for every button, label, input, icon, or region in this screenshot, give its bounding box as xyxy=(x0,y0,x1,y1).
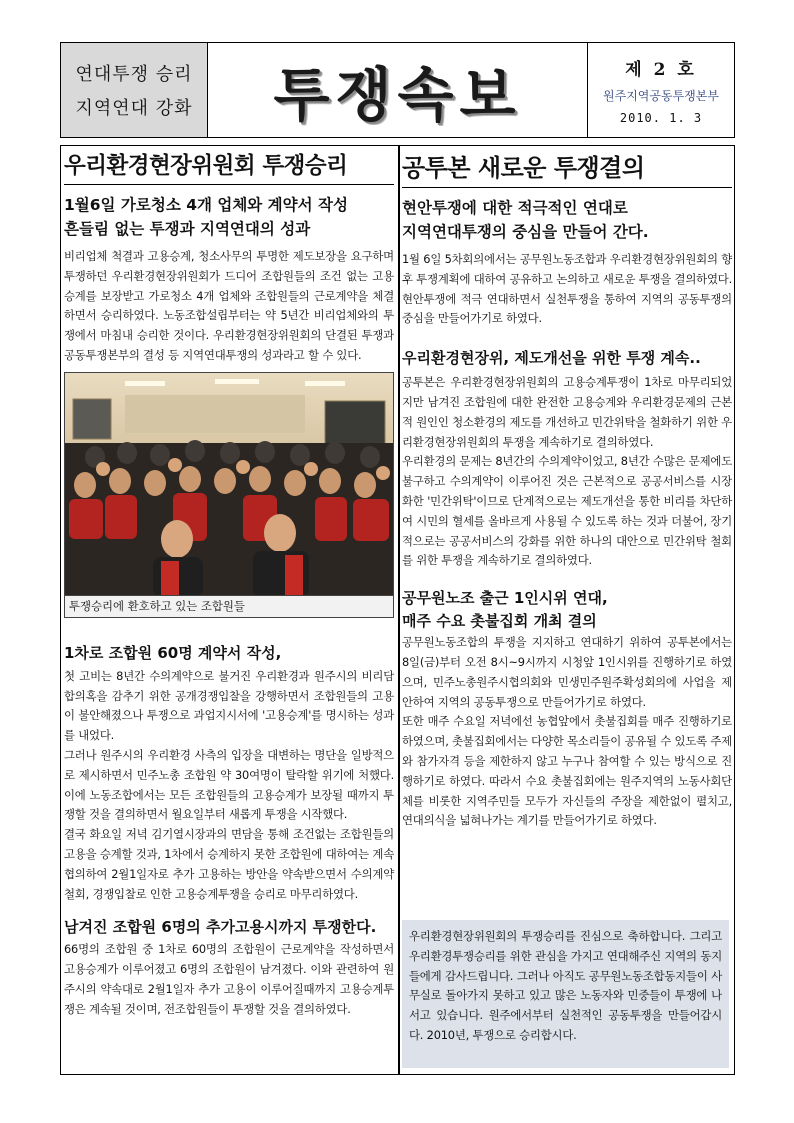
masthead xyxy=(60,42,735,138)
notice-text: 우리환경현장위원회의 투쟁승리를 진심으로 축하합니다. 그리고 우리환경투쟁승리를 위한 관심을 가지고 연대해주신 지역의 동지들에게 감사드립니다. 그러나 아직도 공무원노동조합동지들이 사무실로 돌아가지 못하고 있고 많은 노동자와 민중들이 투쟁에 나서고 있습니다. 원주에서부터 실천적인 공동투쟁을 만들어갑시다. 2010년, 투쟁으로 승리합시다. xyxy=(409,929,722,1042)
left-section-1-paragraph-1: 첫 고비는 8년간 수의계약으로 불거진 우리환경과 원주시의 비리담합의혹을 감추기 위한 공개경쟁입찰을 강행하면서 조합원들의 고용이 불안해졌으나 투쟁으로 과업지시서에 '고용승계'를 명시하는 성과를 내었다. xyxy=(64,668,394,743)
issue-date: 2010. 1. 3 xyxy=(619,111,703,125)
masthead-issue-box xyxy=(587,43,734,137)
rally-photo-image xyxy=(65,373,394,596)
right-section-1-heading: 우리환경현장위, 제도개선을 위한 투쟁 계속.. xyxy=(402,349,701,368)
left-subhead-line-2: 흔들림 없는 투쟁과 지역연대의 성과 xyxy=(64,220,311,238)
right-subhead-line-1: 현안투쟁에 대한 적극적인 연대로 xyxy=(402,199,628,217)
slogan-1: 연대투쟁 승리 xyxy=(75,64,193,85)
masthead-title-box xyxy=(208,43,587,137)
left-subhead xyxy=(64,193,394,241)
right-intro-paragraph: 1월 6일 5차회의에서는 공무원노동조합과 우리환경현장위원회의 향후 투쟁계획에 대하여 공유하고 논의하고 새로운 투쟁을 결의하였다. 현안투쟁에 적극 연대하면서 실천투쟁을 통하여 지역의 공동투쟁의 중심을 만들어가기로 하였다. xyxy=(402,252,732,326)
newsletter-title: 투쟁속보 xyxy=(273,61,522,129)
right-subhead-line-2: 지역연대투쟁의 중심을 만들어 간다. xyxy=(402,223,649,241)
left-column xyxy=(64,148,394,1020)
left-section-1-paragraph-3: 결국 화요일 저녁 김기열시장과의 면담을 통해 조건없는 조합원들의 고용을 승계할 것과, 1차에서 승계하지 못한 조합원에 대하여는 계속 협의하여 2월1일자로 추가 고용하는 방안을 약속받으면서 수의계약철회, 경쟁입찰로 인한 고용승계투쟁을 승리로 마무리하였다. xyxy=(64,827,394,901)
right-section-2-heading-line-2: 매주 수요 촛불집회 개최 결의 xyxy=(402,612,597,631)
masthead-slogans xyxy=(61,43,208,137)
left-intro-paragraph: 비리업체 척결과 고용승계, 청소사무의 투명한 제도보장을 요구하며 투쟁하던 우리환경현장위원회가 드디어 조합원들의 조건 없는 고용승계를 보장받고 가로청소 4개 업체와 조합원들의 근로계약을 체결하면서 승리하였다. 노동조합설립부터는 약 5년간 비리업체와의 투쟁에서 마침내 승리한 것이다. 우리환경현장위원회의 단결된 투쟁과 공동투쟁본부의 결성 등 지역연대투쟁의 성과라고 할 수 있다. xyxy=(64,249,394,362)
publisher-org: 원주지역공동투쟁본부 xyxy=(603,89,719,103)
congratulations-notice xyxy=(402,920,729,1068)
right-section-2-paragraph-2: 또한 매주 수요일 저녁에선 농협앞에서 촛불집회를 매주 진행하기로 하였으며, 촛불집회에서는 다양한 목소리들이 공유될 수 있도록 주제와 참가자격 등을 제한하지 않고 누구나 참여할 수 있는 방식으로 진행하기로 하였다. 따라서 수요 촛불집회에는 원주지역의 노동사회단체를 비롯한 지역주민들 모두가 자신들의 주장을 제한없이 펼치고, 연대의식을 넓혀나가는 계기를 만들어가기로 하였다. xyxy=(402,714,732,828)
column-divider xyxy=(398,145,400,1075)
slogan-2: 지역연대 강화 xyxy=(75,98,193,119)
right-section-1-paragraph-1: 공투본은 우리환경현장위원회의 고용승계투쟁이 1차로 마무리되었지만 남겨진 조합원에 대한 완전한 고용승계와 우리환경문제의 근본적 원인인 청소환경의 제도를 개선하고 민간위탁을 철화하기 위한 우리환경현장위원회의 투쟁을 계속하기로 결의하였다. xyxy=(402,375,732,449)
right-headline: 공투본 새로운 투쟁결의 xyxy=(402,148,732,188)
left-section-2-paragraph-1: 66명의 조합원 중 1차로 60명의 조합원이 근로계약을 작성하면서 고용승계가 이루어졌고 6명의 조합원이 남겨졌다. 이와 관련하여 원주시의 약속대로 2월1일자 추가 고용이 이루어질때까지 고용승계투쟁은 계속될 것이며, 전조합원들이 투쟁할 것을 결의하였다. xyxy=(64,942,394,1016)
photo-caption: 투쟁승리에 환호하고 있는 조합원들 xyxy=(64,596,394,618)
issue-number: 제 2 호 xyxy=(625,60,697,80)
left-section-1-heading: 1차로 조합원 60명 계약서 작성, xyxy=(64,643,282,662)
rally-photo xyxy=(64,372,394,596)
left-subhead-line-1: 1월6일 가로청소 4개 업체와 계약서 작성 xyxy=(64,196,348,214)
right-section-1-paragraph-2: 우리환경의 문제는 8년간의 수의계약이었고, 8년간 수많은 문제에도 불구하고 수의계약이 이루어진 것은 근본적으로 공공서비스를 시장화한 '민간위탁'이므로 단계적으로는 제도개선을 통한 비리를 차단하여 시민의 혈세를 올바르게 사용될 수 있도록 하는 것과 더불어, 장기적으로는 공공서비스의 강화를 위한 하나의 대안으로 민간위탁 철회를 위한 투쟁을 계속하기로 결의하였다. xyxy=(402,454,732,568)
left-section-2-heading: 남겨진 조합원 6명의 추가고용시까지 투쟁한다. xyxy=(64,918,377,937)
right-section-2-heading-line-1: 공무원노조 출근 1인시위 연대, xyxy=(402,589,608,608)
right-subhead xyxy=(402,196,732,244)
left-headline: 우리환경현장위원회 투쟁승리 xyxy=(64,148,394,185)
right-section-2-paragraph-1: 공무원노동조합의 투쟁을 지지하고 연대하기 위하여 공투본에서는 8일(금)부터 오전 8시~9시까지 시청앞 1인시위를 진행하기로 하였으며, 민주노총원주시협의회와 민생민주원주확성회의에 사업을 제안하여 지역의 공동투쟁으로 만들어가기로 하였다. xyxy=(402,635,732,709)
right-section-2-heading xyxy=(402,587,732,633)
right-column xyxy=(402,148,732,831)
left-section-1-paragraph-2: 그러나 원주시의 우리환경 사측의 입장을 대변하는 명단을 일방적으로 제시하면서 민주노총 조합원 약 30여명이 탈락할 위기에 처했다. 이에 노동조합에서는 모든 조합원들의 고용승계가 보장될 때까지 투쟁할 것을 결의하면서 월요일부터 새롭게 투쟁을 시작했다. xyxy=(64,747,394,822)
